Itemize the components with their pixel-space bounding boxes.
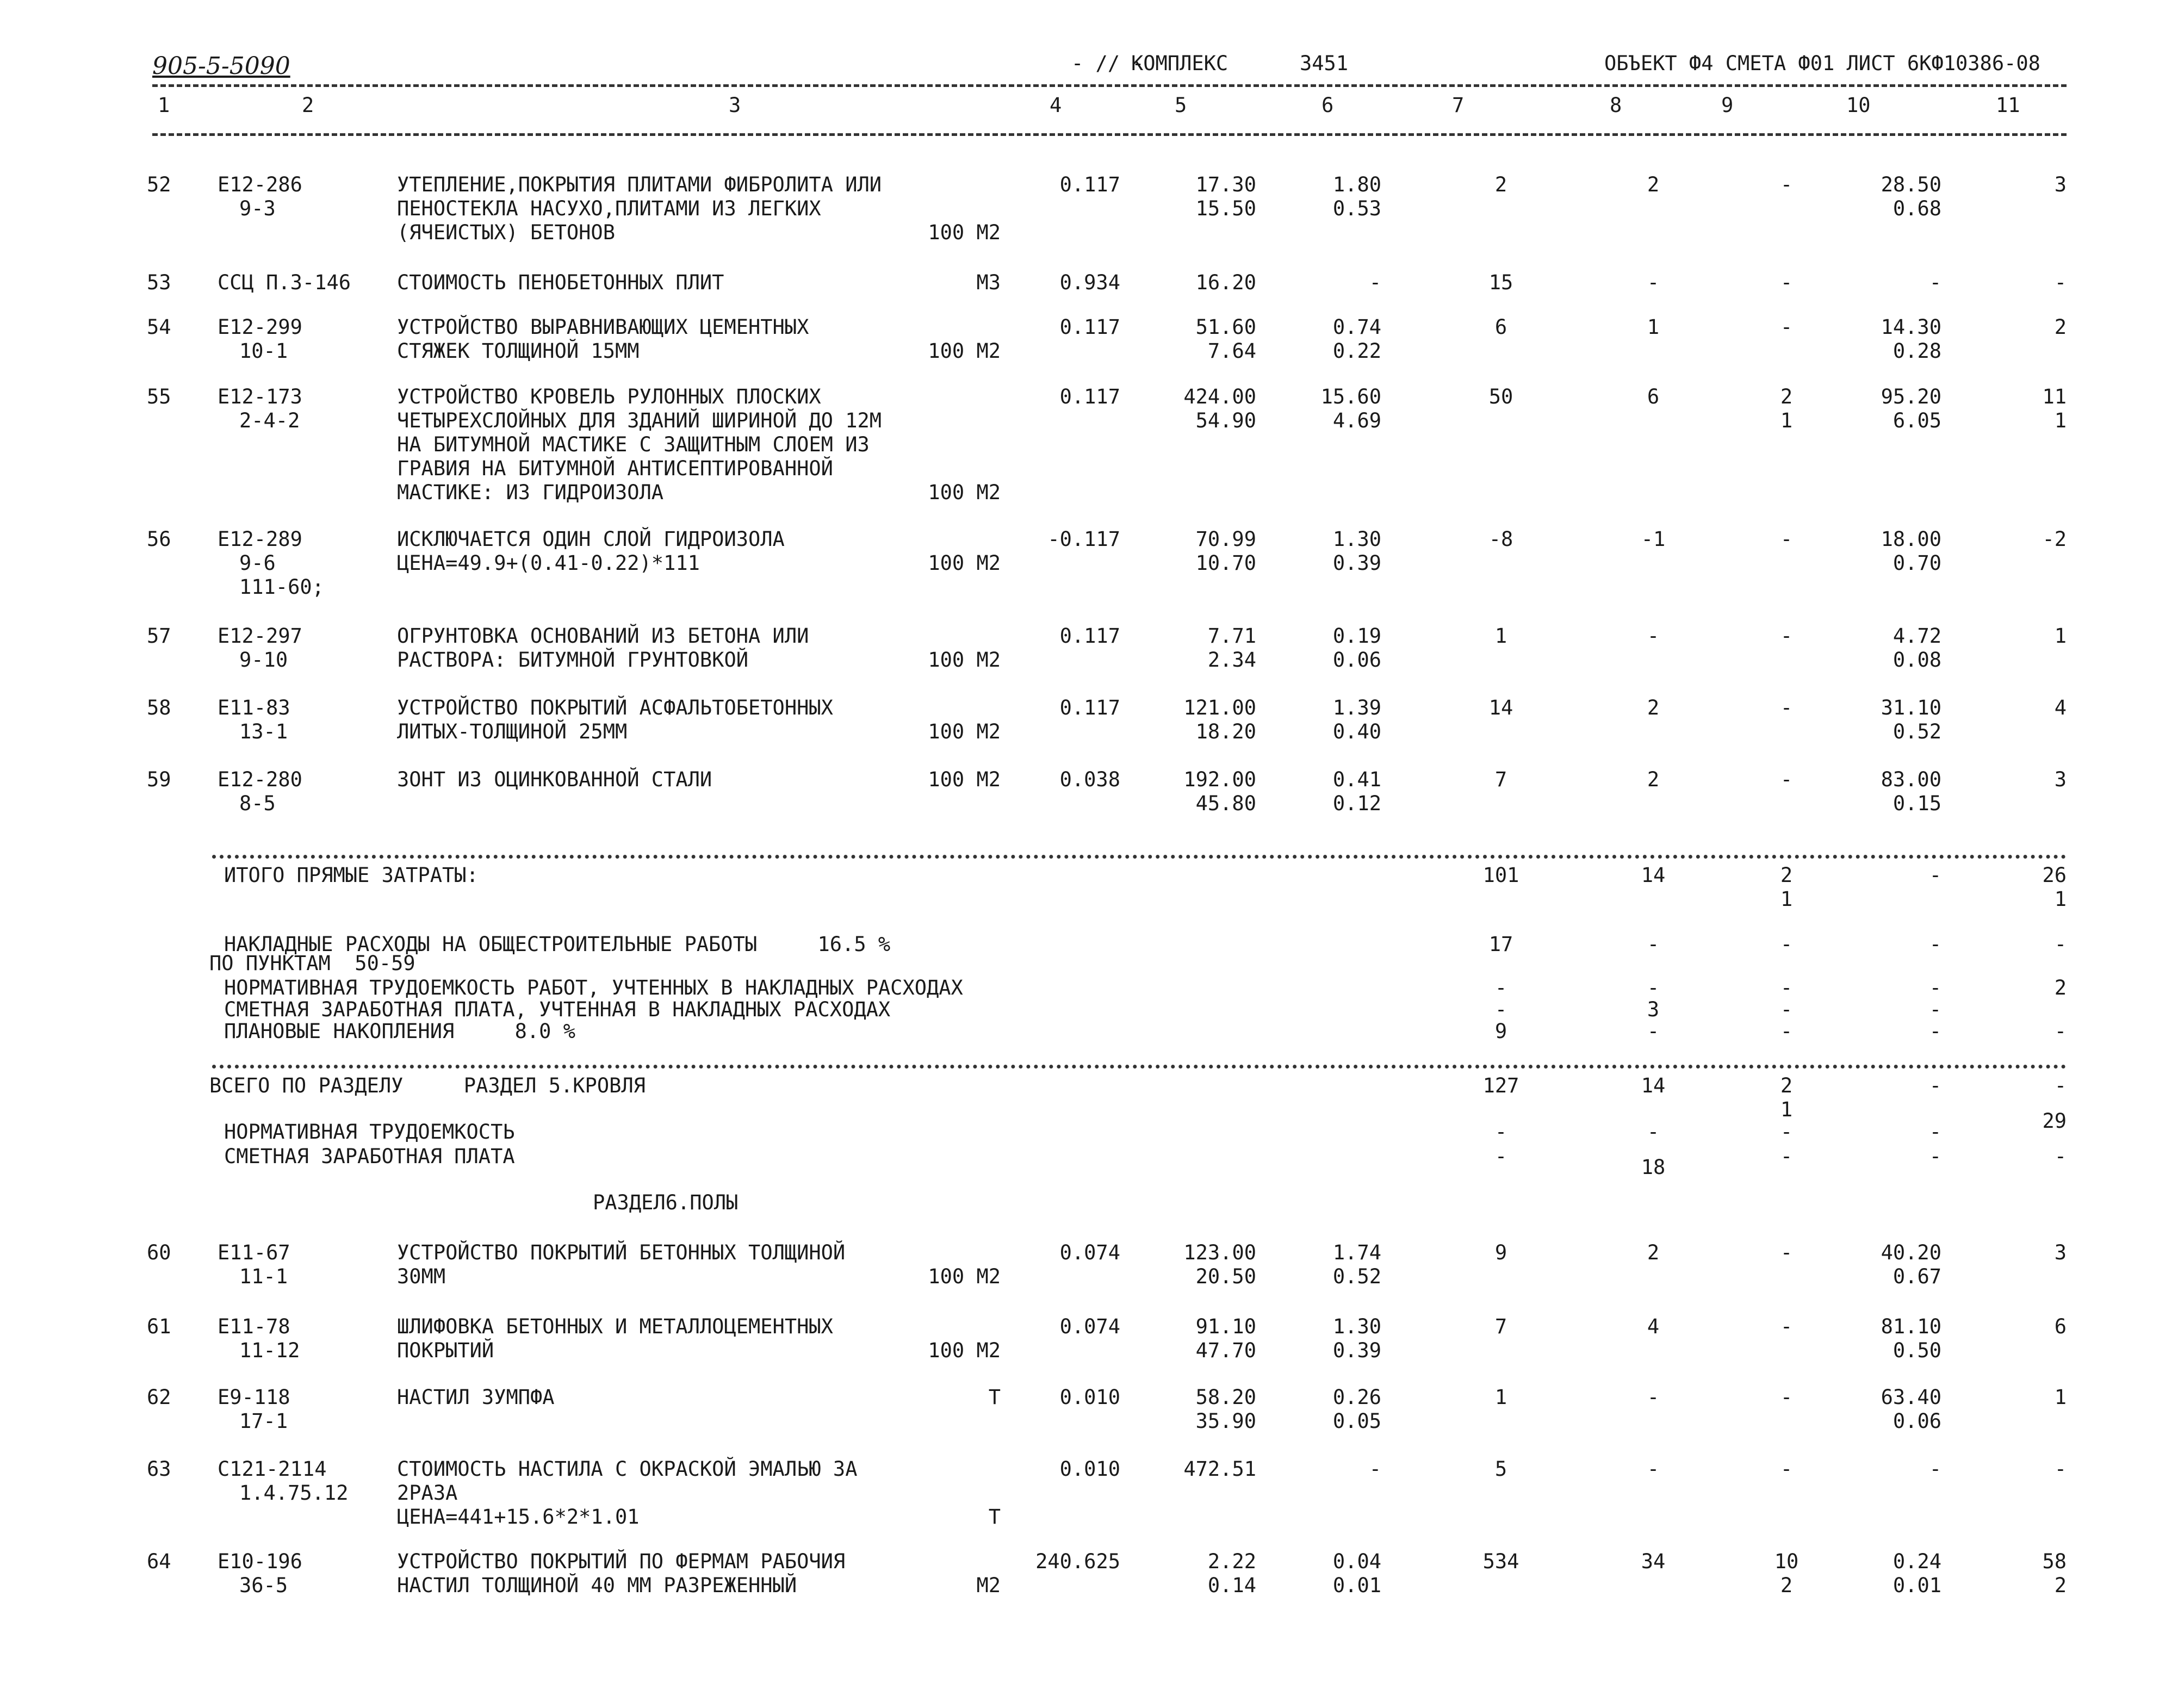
total-machines: 1 bbox=[1780, 409, 1793, 432]
work-description: ЛИТЫХ-ТОЛЩИНОЙ 25ММ bbox=[397, 720, 628, 743]
work-description: 30ММ bbox=[397, 1265, 446, 1288]
labour-unit: - bbox=[1929, 864, 1941, 887]
labour-unit: 0.67 bbox=[1893, 1265, 1941, 1288]
unit-cost-machines: 0.41 bbox=[1332, 768, 1381, 791]
unit-cost: 121.00 bbox=[1183, 696, 1256, 719]
rate-code: 2-4-2 bbox=[239, 409, 300, 432]
total-wages: - bbox=[1647, 1457, 1660, 1481]
overhead-value: 9 bbox=[1494, 1020, 1507, 1043]
work-description: (ЯЧЕИСТЫХ) БЕТОНОВ bbox=[397, 221, 615, 244]
unit-cost: 16.20 bbox=[1195, 271, 1256, 294]
labour-line: НОРМАТИВНАЯ ТРУДОЕМКОСТЬ bbox=[224, 1120, 515, 1144]
quantity: 240.625 bbox=[1035, 1550, 1120, 1573]
row-number: 58 bbox=[147, 696, 171, 719]
unit-cost: 51.60 bbox=[1195, 315, 1256, 339]
labour-unit: - bbox=[1929, 1457, 1941, 1481]
labour-total: - bbox=[2054, 271, 2067, 294]
total-wages: 2 bbox=[1647, 1241, 1660, 1264]
column-number: 6 bbox=[1321, 94, 1334, 117]
unit-cost-machines: 1.80 bbox=[1332, 173, 1381, 196]
total-machines: - bbox=[1780, 1386, 1793, 1409]
work-description: СТЯЖЕК ТОЛЩИНОЙ 15ММ bbox=[397, 339, 640, 363]
labour-total: - bbox=[2054, 1457, 2067, 1481]
rate-code: ССЦ П.3-146 bbox=[218, 271, 351, 294]
total-machines: 2 bbox=[1780, 385, 1793, 408]
row-number: 64 bbox=[147, 1550, 171, 1573]
unit-cost-machines: 1.30 bbox=[1332, 1315, 1381, 1338]
unit-cost: 0.14 bbox=[1207, 1574, 1256, 1597]
total-machines: - bbox=[1780, 173, 1793, 196]
unit-cost: 123.00 bbox=[1183, 1241, 1256, 1264]
labour-unit: 6.05 bbox=[1893, 409, 1941, 432]
total-cost: -8 bbox=[1488, 527, 1513, 551]
labour-value: - bbox=[1929, 1145, 1941, 1168]
unit-cost-machines: 0.39 bbox=[1332, 1339, 1381, 1362]
overhead-value: - bbox=[1929, 1020, 1941, 1043]
total-machines: - bbox=[1780, 768, 1793, 791]
rate-code: Е9-118 bbox=[218, 1386, 290, 1409]
unit-cost: 70.99 bbox=[1195, 527, 1256, 551]
unit-cost: 472.51 bbox=[1183, 1457, 1256, 1481]
labour-value: - bbox=[1929, 1120, 1941, 1144]
total-machines: - bbox=[1780, 315, 1793, 339]
labour-unit: 0.70 bbox=[1893, 551, 1941, 575]
overhead-value: - bbox=[1780, 976, 1793, 999]
rate-code: Е10-196 bbox=[218, 1550, 302, 1573]
quantity: 0.038 bbox=[1059, 768, 1120, 791]
labour-unit: - bbox=[1929, 271, 1941, 294]
unit-cost: 45.80 bbox=[1195, 792, 1256, 815]
overhead-value: - bbox=[1780, 998, 1793, 1021]
total-wages: 4 bbox=[1647, 1315, 1660, 1338]
labour-unit: 0.52 bbox=[1893, 720, 1941, 743]
total-cost: 101 bbox=[1482, 864, 1519, 887]
labour-total: - bbox=[2054, 1074, 2067, 1097]
labour-unit: 0.08 bbox=[1893, 648, 1941, 672]
unit-of-measure: 100 М2 bbox=[928, 551, 1001, 575]
overhead-line: СМЕТНАЯ ЗАРАБОТНАЯ ПЛАТА, УЧТЕННАЯ В НАКЛАДНЫХ РАСХОДАХ bbox=[224, 998, 891, 1021]
total-machines: 1 bbox=[1780, 887, 1793, 911]
labour-unit: 0.50 bbox=[1893, 1339, 1941, 1362]
labour-total: 1 bbox=[2054, 887, 2067, 911]
total-wages: -1 bbox=[1641, 527, 1666, 551]
rate-code: Е12-299 bbox=[218, 315, 302, 339]
unit-of-measure: 100 М2 bbox=[928, 1339, 1001, 1362]
rate-code: 11-1 bbox=[239, 1265, 288, 1288]
unit-cost: 35.90 bbox=[1195, 1409, 1256, 1433]
total-cost: 7 bbox=[1494, 1315, 1507, 1338]
row-number: 61 bbox=[147, 1315, 171, 1338]
total-machines: - bbox=[1780, 527, 1793, 551]
labour-value: - bbox=[1494, 1145, 1507, 1168]
overhead-value: 3 bbox=[1647, 998, 1660, 1021]
quantity: -0.117 bbox=[1047, 527, 1120, 551]
labour-total: 1 bbox=[2054, 624, 2067, 648]
labour-total: -2 bbox=[2042, 527, 2067, 551]
unit-cost-machines: 0.19 bbox=[1332, 624, 1381, 648]
total-wages: 2 bbox=[1647, 173, 1660, 196]
unit-of-measure: Т bbox=[988, 1505, 1001, 1529]
quantity: 0.010 bbox=[1059, 1457, 1120, 1481]
work-description: ЦЕНА=49.9+(0.41-0.22)*111 bbox=[397, 551, 700, 575]
column-number: 9 bbox=[1721, 94, 1734, 117]
work-description: СТОИМОСТЬ НАСТИЛА С ОКРАСКОЙ ЭМАЛЬЮ ЗА bbox=[397, 1457, 858, 1481]
total-wages: 34 bbox=[1641, 1550, 1666, 1573]
unit-cost-machines: 0.01 bbox=[1332, 1574, 1381, 1597]
row-number: 57 bbox=[147, 624, 171, 648]
work-description: ЧЕТЫРЕХСЛОЙНЫХ ДЛЯ ЗДАНИЙ ШИРИНОЙ ДО 12М bbox=[397, 409, 882, 432]
work-description: 2РАЗА bbox=[397, 1481, 458, 1505]
labour-total: 26 bbox=[2042, 864, 2067, 887]
direct-costs-label: ИТОГО ПРЯМЫЕ ЗАТРАТЫ: bbox=[224, 864, 479, 887]
total-wages: 1 bbox=[1647, 315, 1660, 339]
work-description: УСТРОЙСТВО ВЫРАВНИВАЮЩИХ ЦЕМЕНТНЫХ bbox=[397, 315, 809, 339]
unit-cost-machines: 1.74 bbox=[1332, 1241, 1381, 1264]
labour-total: 2 bbox=[2054, 1574, 2067, 1597]
unit-of-measure: 100 М2 bbox=[928, 1265, 1001, 1288]
page-number: - // - bbox=[1071, 52, 1144, 75]
unit-cost-machines: 1.30 bbox=[1332, 527, 1381, 551]
overhead-value: - bbox=[1647, 976, 1660, 999]
rate-code: 13-1 bbox=[239, 720, 288, 743]
row-number: 52 bbox=[147, 173, 171, 196]
unit-cost: 15.50 bbox=[1195, 197, 1256, 220]
rate-code: Е12-297 bbox=[218, 624, 302, 648]
work-description: УСТРОЙСТВО ПОКРЫТИЙ АСФАЛЬТОБЕТОННЫХ bbox=[397, 696, 833, 719]
work-description: ШЛИФОВКА БЕТОННЫХ И МЕТАЛЛОЦЕМЕНТНЫХ bbox=[397, 1315, 833, 1338]
overhead-line: ПО ПУНКТАМ 50-59 bbox=[209, 952, 415, 975]
total-wages: 14 bbox=[1641, 864, 1666, 887]
column-number: 5 bbox=[1175, 94, 1187, 117]
unit-cost-machines: 0.39 bbox=[1332, 551, 1381, 575]
unit-of-measure: 100 М2 bbox=[928, 339, 1001, 363]
total-machines: - bbox=[1780, 1457, 1793, 1481]
row-number: 60 bbox=[147, 1241, 171, 1264]
unit-cost-machines: - bbox=[1369, 271, 1381, 294]
labour-total: 1 bbox=[2054, 1386, 2067, 1409]
object-sheet-label: ОБЪЕКТ Ф4 СМЕТА Ф01 ЛИСТ 6КФ10386-08 bbox=[1604, 52, 2040, 75]
labour-unit: 83.00 bbox=[1881, 768, 1941, 791]
total-cost: 15 bbox=[1488, 271, 1513, 294]
total-cost: 2 bbox=[1494, 173, 1507, 196]
unit-cost: 91.10 bbox=[1195, 1315, 1256, 1338]
overhead-value: - bbox=[1647, 1020, 1660, 1043]
total-cost: 1 bbox=[1494, 1386, 1507, 1409]
total-cost: 1 bbox=[1494, 624, 1507, 648]
labour-unit: 95.20 bbox=[1881, 385, 1941, 408]
unit-cost-machines: 4.69 bbox=[1332, 409, 1381, 432]
total-machines: 2 bbox=[1780, 864, 1793, 887]
rate-code: 8-5 bbox=[239, 792, 276, 815]
overhead-value: - bbox=[1494, 998, 1507, 1021]
column-number: 2 bbox=[302, 94, 314, 117]
column-number: 11 bbox=[1996, 94, 2020, 117]
overhead-value: - bbox=[1929, 998, 1941, 1021]
labour-unit: - bbox=[1929, 1074, 1941, 1097]
labour-value: - bbox=[1780, 1145, 1793, 1168]
quantity: 0.117 bbox=[1059, 173, 1120, 196]
rate-code: 111-60; bbox=[239, 575, 324, 599]
overhead-value: - bbox=[2054, 1020, 2067, 1043]
total-wages: - bbox=[1647, 271, 1660, 294]
work-description: ПОКРЫТИЙ bbox=[397, 1339, 494, 1362]
total-wages: 14 bbox=[1641, 1074, 1666, 1097]
unit-cost-machines: 0.40 bbox=[1332, 720, 1381, 743]
work-description: СТОИМОСТЬ ПЕНОБЕТОННЫХ ПЛИТ bbox=[397, 271, 724, 294]
total-cost: 7 bbox=[1494, 768, 1507, 791]
unit-cost: 2.22 bbox=[1207, 1550, 1256, 1573]
unit-cost-machines: 15.60 bbox=[1320, 385, 1381, 408]
work-description: ГРАВИЯ НА БИТУМНОЙ АНТИСЕПТИРОВАННОЙ bbox=[397, 457, 833, 480]
unit-cost-machines: 0.06 bbox=[1332, 648, 1381, 672]
quantity: 0.117 bbox=[1059, 315, 1120, 339]
total-cost: 6 bbox=[1494, 315, 1507, 339]
total-cost: 14 bbox=[1488, 696, 1513, 719]
column-number: 3 bbox=[729, 94, 741, 117]
unit-of-measure: 100 М2 bbox=[928, 221, 1001, 244]
row-number: 55 bbox=[147, 385, 171, 408]
overhead-value: - bbox=[2054, 933, 2067, 956]
work-description: МАСТИКЕ: ИЗ ГИДРОИЗОЛА bbox=[397, 481, 664, 504]
unit-cost: 424.00 bbox=[1183, 385, 1256, 408]
total-wages: 2 bbox=[1647, 768, 1660, 791]
section-total-label: ВСЕГО ПО РАЗДЕЛУ РАЗДЕЛ 5.КРОВЛЯ bbox=[209, 1074, 646, 1097]
rate-code: 9-3 bbox=[239, 197, 276, 220]
unit-cost: 47.70 bbox=[1195, 1339, 1256, 1362]
row-number: 63 bbox=[147, 1457, 171, 1481]
overhead-value: - bbox=[1780, 1020, 1793, 1043]
labour-total: 1 bbox=[2054, 409, 2067, 432]
unit-cost-machines: 1.39 bbox=[1332, 696, 1381, 719]
overhead-line: НОРМАТИВНАЯ ТРУДОЕМКОСТЬ РАБОТ, УЧТЕННЫХ В НАКЛАДНЫХ РАСХОДАХ bbox=[224, 976, 963, 999]
overhead-value: - bbox=[1494, 976, 1507, 999]
labour-total: 3 bbox=[2054, 768, 2067, 791]
quantity: 0.074 bbox=[1059, 1315, 1120, 1338]
unit-of-measure: 100 М2 bbox=[928, 481, 1001, 504]
unit-cost: 10.70 bbox=[1195, 551, 1256, 575]
unit-cost: 17.30 bbox=[1195, 173, 1256, 196]
column-number: 8 bbox=[1610, 94, 1622, 117]
unit-cost-machines: - bbox=[1369, 1457, 1381, 1481]
column-number: 1 bbox=[158, 94, 170, 117]
overhead-value: - bbox=[1647, 933, 1660, 956]
work-description: НАСТИЛ ЗУМПФА bbox=[397, 1386, 555, 1409]
labour-unit: 28.50 bbox=[1881, 173, 1941, 196]
rate-code: 9-10 bbox=[239, 648, 288, 672]
work-description: УСТРОЙСТВО ПОКРЫТИЙ БЕТОННЫХ ТОЛЩИНОЙ bbox=[397, 1241, 846, 1264]
section6-title: РАЗДЕЛ6.ПОЛЫ bbox=[593, 1191, 739, 1214]
unit-cost: 7.71 bbox=[1207, 624, 1256, 648]
unit-cost-machines: 0.05 bbox=[1332, 1409, 1381, 1433]
rate-code: Е11-67 bbox=[218, 1241, 290, 1264]
handwritten-project-code: 905-5-5090 bbox=[152, 52, 290, 80]
total-machines: - bbox=[1780, 624, 1793, 648]
labour-unit: 63.40 bbox=[1881, 1386, 1941, 1409]
work-description: УТЕПЛЕНИЕ,ПОКРЫТИЯ ПЛИТАМИ ФИБРОЛИТА ИЛИ bbox=[397, 173, 882, 196]
unit-of-measure: 100 М2 bbox=[928, 720, 1001, 743]
overhead-value: 2 bbox=[2054, 976, 2067, 999]
labour-line: СМЕТНАЯ ЗАРАБОТНАЯ ПЛАТА bbox=[224, 1145, 515, 1168]
work-description: ЗОНТ ИЗ ОЦИНКОВАННОЙ СТАЛИ bbox=[397, 768, 712, 791]
header-bottom-rule bbox=[152, 133, 2067, 136]
labour-unit: 14.30 bbox=[1881, 315, 1941, 339]
labour-unit: 0.15 bbox=[1893, 792, 1941, 815]
labour-total: 6 bbox=[2054, 1315, 2067, 1338]
row-number: 59 bbox=[147, 768, 171, 791]
overhead-value: - bbox=[1929, 976, 1941, 999]
work-description: ИСКЛЮЧАЕТСЯ ОДИН СЛОЙ ГИДРОИЗОЛА bbox=[397, 527, 785, 551]
rate-code: С121-2114 bbox=[218, 1457, 327, 1481]
labour-total: 3 bbox=[2054, 173, 2067, 196]
unit-cost: 58.20 bbox=[1195, 1386, 1256, 1409]
total-cost: 5 bbox=[1494, 1457, 1507, 1481]
labour-value: - bbox=[2054, 1145, 2067, 1168]
labour-unit: 81.10 bbox=[1881, 1315, 1941, 1338]
labour-value: - bbox=[1780, 1120, 1793, 1144]
total-wages: - bbox=[1647, 624, 1660, 648]
labour-total: 11 bbox=[2042, 385, 2067, 408]
unit-cost: 7.64 bbox=[1207, 339, 1256, 363]
labour-total: 2 bbox=[2054, 315, 2067, 339]
total-cost: 127 bbox=[1482, 1074, 1519, 1097]
unit-cost: 20.50 bbox=[1195, 1265, 1256, 1288]
overhead-value: - bbox=[1780, 933, 1793, 956]
rate-code: Е12-289 bbox=[218, 527, 302, 551]
dotted-rule-2 bbox=[212, 1065, 2067, 1069]
unit-of-measure: М2 bbox=[976, 1574, 1001, 1597]
unit-of-measure: М3 bbox=[976, 271, 1001, 294]
quantity: 0.010 bbox=[1059, 1386, 1120, 1409]
work-description: НАСТИЛ ТОЛЩИНОЙ 40 ММ РАЗРЕЖЕННЫЙ bbox=[397, 1574, 797, 1597]
labour-value: 18 bbox=[1641, 1156, 1666, 1179]
unit-of-measure: Т bbox=[988, 1386, 1001, 1409]
total-cost: 9 bbox=[1494, 1241, 1507, 1264]
unit-cost: 54.90 bbox=[1195, 409, 1256, 432]
overhead-line: НАКЛАДНЫЕ РАСХОДЫ НА ОБЩЕСТРОИТЕЛЬНЫЕ РАБОТЫ 16.5 % bbox=[224, 933, 891, 956]
unit-cost: 192.00 bbox=[1183, 768, 1256, 791]
unit-cost-machines: 0.53 bbox=[1332, 197, 1381, 220]
overhead-line: ПЛАНОВЫЕ НАКОПЛЕНИЯ 8.0 % bbox=[224, 1020, 576, 1043]
unit-cost-machines: 0.04 bbox=[1332, 1550, 1381, 1573]
column-number: 10 bbox=[1846, 94, 1871, 117]
labour-unit: 0.24 bbox=[1893, 1550, 1941, 1573]
rate-code: Е11-78 bbox=[218, 1315, 290, 1338]
total-machines: 1 bbox=[1780, 1098, 1793, 1121]
quantity: 0.117 bbox=[1059, 624, 1120, 648]
labour-unit: 4.72 bbox=[1893, 624, 1941, 648]
total-machines: - bbox=[1780, 696, 1793, 719]
total-wages: 2 bbox=[1647, 696, 1660, 719]
row-number: 62 bbox=[147, 1386, 171, 1409]
rate-code: 9-6 bbox=[239, 551, 276, 575]
labour-total: 4 bbox=[2054, 696, 2067, 719]
total-machines: - bbox=[1780, 1315, 1793, 1338]
unit-cost-machines: 0.12 bbox=[1332, 792, 1381, 815]
row-number: 54 bbox=[147, 315, 171, 339]
unit-of-measure: 100 М2 bbox=[928, 768, 1001, 791]
work-description: НА БИТУМНОЙ МАСТИКЕ С ЗАЩИТНЫМ СЛОЕМ ИЗ bbox=[397, 433, 870, 456]
unit-cost-machines: 0.26 bbox=[1332, 1386, 1381, 1409]
complex-number: 3451 bbox=[1300, 52, 1349, 75]
unit-cost-machines: 0.74 bbox=[1332, 315, 1381, 339]
total-machines: 2 bbox=[1780, 1074, 1793, 1097]
unit-cost-machines: 0.22 bbox=[1332, 339, 1381, 363]
total-machines: 2 bbox=[1780, 1574, 1793, 1597]
work-description: ЦЕНА=441+15.6*2*1.01 bbox=[397, 1505, 640, 1529]
labour-total: 3 bbox=[2054, 1241, 2067, 1264]
unit-cost: 18.20 bbox=[1195, 720, 1256, 743]
rate-code: Е12-280 bbox=[218, 768, 302, 791]
labour-unit: 0.06 bbox=[1893, 1409, 1941, 1433]
dotted-rule-1 bbox=[212, 855, 2067, 859]
column-number: 4 bbox=[1050, 94, 1062, 117]
total-cost: 50 bbox=[1488, 385, 1513, 408]
total-machines: 10 bbox=[1774, 1550, 1799, 1573]
labour-unit: 0.68 bbox=[1893, 197, 1941, 220]
quantity: 0.117 bbox=[1059, 385, 1120, 408]
labour-unit: 31.10 bbox=[1881, 696, 1941, 719]
labour-unit: 0.28 bbox=[1893, 339, 1941, 363]
work-description: УСТРОЙСТВО ПОКРЫТИЙ ПО ФЕРМАМ РАБОЧИЯ bbox=[397, 1550, 846, 1573]
labour-value: 29 bbox=[2042, 1109, 2067, 1133]
rate-code: 17-1 bbox=[239, 1409, 288, 1433]
quantity: 0.117 bbox=[1059, 696, 1120, 719]
column-number: 7 bbox=[1452, 94, 1465, 117]
overhead-value: 17 bbox=[1488, 933, 1513, 956]
unit-cost-machines: 0.52 bbox=[1332, 1265, 1381, 1288]
total-wages: 6 bbox=[1647, 385, 1660, 408]
labour-unit: 40.20 bbox=[1881, 1241, 1941, 1264]
quantity: 0.074 bbox=[1059, 1241, 1120, 1264]
row-number: 53 bbox=[147, 271, 171, 294]
unit-of-measure: 100 М2 bbox=[928, 648, 1001, 672]
unit-cost: 2.34 bbox=[1207, 648, 1256, 672]
labour-value: - bbox=[1647, 1120, 1660, 1144]
quantity: 0.934 bbox=[1059, 271, 1120, 294]
rate-code: Е12-286 bbox=[218, 173, 302, 196]
labour-unit: 0.01 bbox=[1893, 1574, 1941, 1597]
rate-code: Е12-173 bbox=[218, 385, 302, 408]
labour-total: 58 bbox=[2042, 1550, 2067, 1573]
work-description: ОГРУНТОВКА ОСНОВАНИЙ ИЗ БЕТОНА ИЛИ bbox=[397, 624, 809, 648]
total-machines: - bbox=[1780, 271, 1793, 294]
row-number: 56 bbox=[147, 527, 171, 551]
total-machines: - bbox=[1780, 1241, 1793, 1264]
rate-code: 1.4.75.12 bbox=[239, 1481, 349, 1505]
rate-code: 10-1 bbox=[239, 339, 288, 363]
overhead-value: - bbox=[1929, 933, 1941, 956]
labour-unit: 18.00 bbox=[1881, 527, 1941, 551]
complex-label: КОМПЛЕКС bbox=[1131, 52, 1228, 75]
work-description: ПЕНОСТЕКЛА НАСУХО,ПЛИТАМИ ИЗ ЛЕГКИХ bbox=[397, 197, 821, 220]
rate-code: Е11-83 bbox=[218, 696, 290, 719]
work-description: УСТРОЙСТВО КРОВЕЛЬ РУЛОННЫХ ПЛОСКИХ bbox=[397, 385, 821, 408]
total-wages: - bbox=[1647, 1386, 1660, 1409]
rate-code: 36-5 bbox=[239, 1574, 288, 1597]
rate-code: 11-12 bbox=[239, 1339, 300, 1362]
header-top-rule bbox=[152, 84, 2067, 87]
total-cost: 534 bbox=[1482, 1550, 1519, 1573]
work-description: РАСТВОРА: БИТУМНОЙ ГРУНТОВКОЙ bbox=[397, 648, 749, 672]
labour-value: - bbox=[1494, 1120, 1507, 1144]
